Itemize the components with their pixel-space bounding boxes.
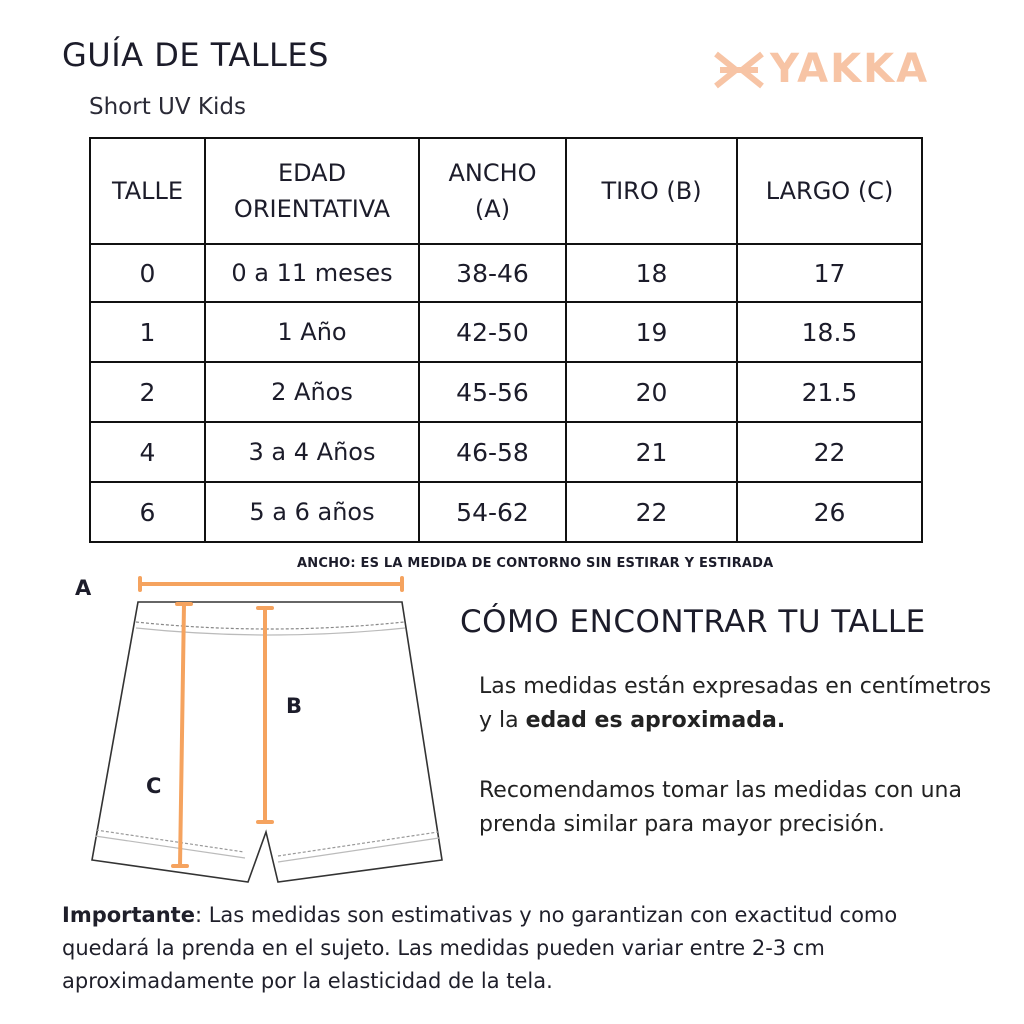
table-row bbox=[90, 482, 922, 542]
table-row bbox=[90, 362, 922, 422]
table-cell: 46-58 bbox=[419, 422, 566, 482]
table-cell: 3 a 4 Años bbox=[205, 422, 419, 482]
table-cell: 6 bbox=[90, 482, 205, 542]
table-cell: 21 bbox=[566, 422, 737, 482]
table-cell: 22 bbox=[566, 482, 737, 542]
brand-wordmark: YAKKA bbox=[770, 46, 930, 92]
measurement-info-bold: edad es aproximada. bbox=[525, 708, 786, 733]
table-cell: 42-50 bbox=[419, 302, 566, 362]
product-subtitle: Short UV Kids bbox=[89, 94, 246, 120]
label-c: C bbox=[146, 774, 162, 798]
table-cell: 22 bbox=[737, 422, 922, 482]
table-cell: 0 a 11 meses bbox=[205, 244, 419, 302]
column-header: EDAD ORIENTATIVA bbox=[205, 138, 419, 244]
table-cell: 21.5 bbox=[737, 362, 922, 422]
column-header: TIRO (B) bbox=[566, 138, 737, 244]
table-cell: 2 Años bbox=[205, 362, 419, 422]
table-cell: 2 bbox=[90, 362, 205, 422]
shorts-diagram bbox=[60, 570, 460, 890]
important-label: Importante bbox=[62, 903, 195, 927]
table-cell: 20 bbox=[566, 362, 737, 422]
measure-lines bbox=[60, 570, 460, 890]
label-a: A bbox=[75, 576, 92, 600]
table-cell: 18.5 bbox=[737, 302, 922, 362]
width-note: ANCHO: ES LA MEDIDA DE CONTORNO SIN ESTIRAR Y ESTIRADA bbox=[297, 556, 774, 571]
brand-mark-icon bbox=[712, 48, 768, 92]
size-table bbox=[89, 137, 923, 543]
how-to-title: CÓMO ENCONTRAR TU TALLE bbox=[460, 604, 926, 640]
measurement-info bbox=[479, 670, 1009, 738]
recommendation-text: Recomendamos tomar las medidas con una prenda similar para mayor precisión. bbox=[479, 778, 962, 837]
important-text: : Las medidas son estimativas y no garantizan con exactitud como quedará la prenda en el sujeto. Las medidas pueden variar entre 2-3 cm aproximadamente por la elasticidad de la tela. bbox=[62, 903, 898, 993]
table-cell: 18 bbox=[566, 244, 737, 302]
table-cell: 19 bbox=[566, 302, 737, 362]
table-cell: 38-46 bbox=[419, 244, 566, 302]
table-cell: 5 a 6 años bbox=[205, 482, 419, 542]
important-note bbox=[62, 899, 962, 998]
table-cell: 0 bbox=[90, 244, 205, 302]
page-title: GUÍA DE TALLES bbox=[62, 36, 329, 74]
table-cell: 1 bbox=[90, 302, 205, 362]
brand-logo bbox=[712, 48, 964, 92]
table-cell: 17 bbox=[737, 244, 922, 302]
table-cell: 4 bbox=[90, 422, 205, 482]
column-header: TALLE bbox=[90, 138, 205, 244]
table-cell: 54-62 bbox=[419, 482, 566, 542]
table-header-row bbox=[90, 138, 922, 244]
column-header: LARGO (C) bbox=[737, 138, 922, 244]
table-cell: 26 bbox=[737, 482, 922, 542]
column-header: ANCHO (A) bbox=[419, 138, 566, 244]
table-row bbox=[90, 302, 922, 362]
label-b: B bbox=[286, 694, 303, 718]
table-row bbox=[90, 422, 922, 482]
measure-c-line bbox=[180, 604, 184, 866]
table-cell: 1 Año bbox=[205, 302, 419, 362]
table-row bbox=[90, 244, 922, 302]
table-cell: 45-56 bbox=[419, 362, 566, 422]
measurement-info-text: Las medidas están expresadas en centímetros y la bbox=[479, 674, 992, 733]
